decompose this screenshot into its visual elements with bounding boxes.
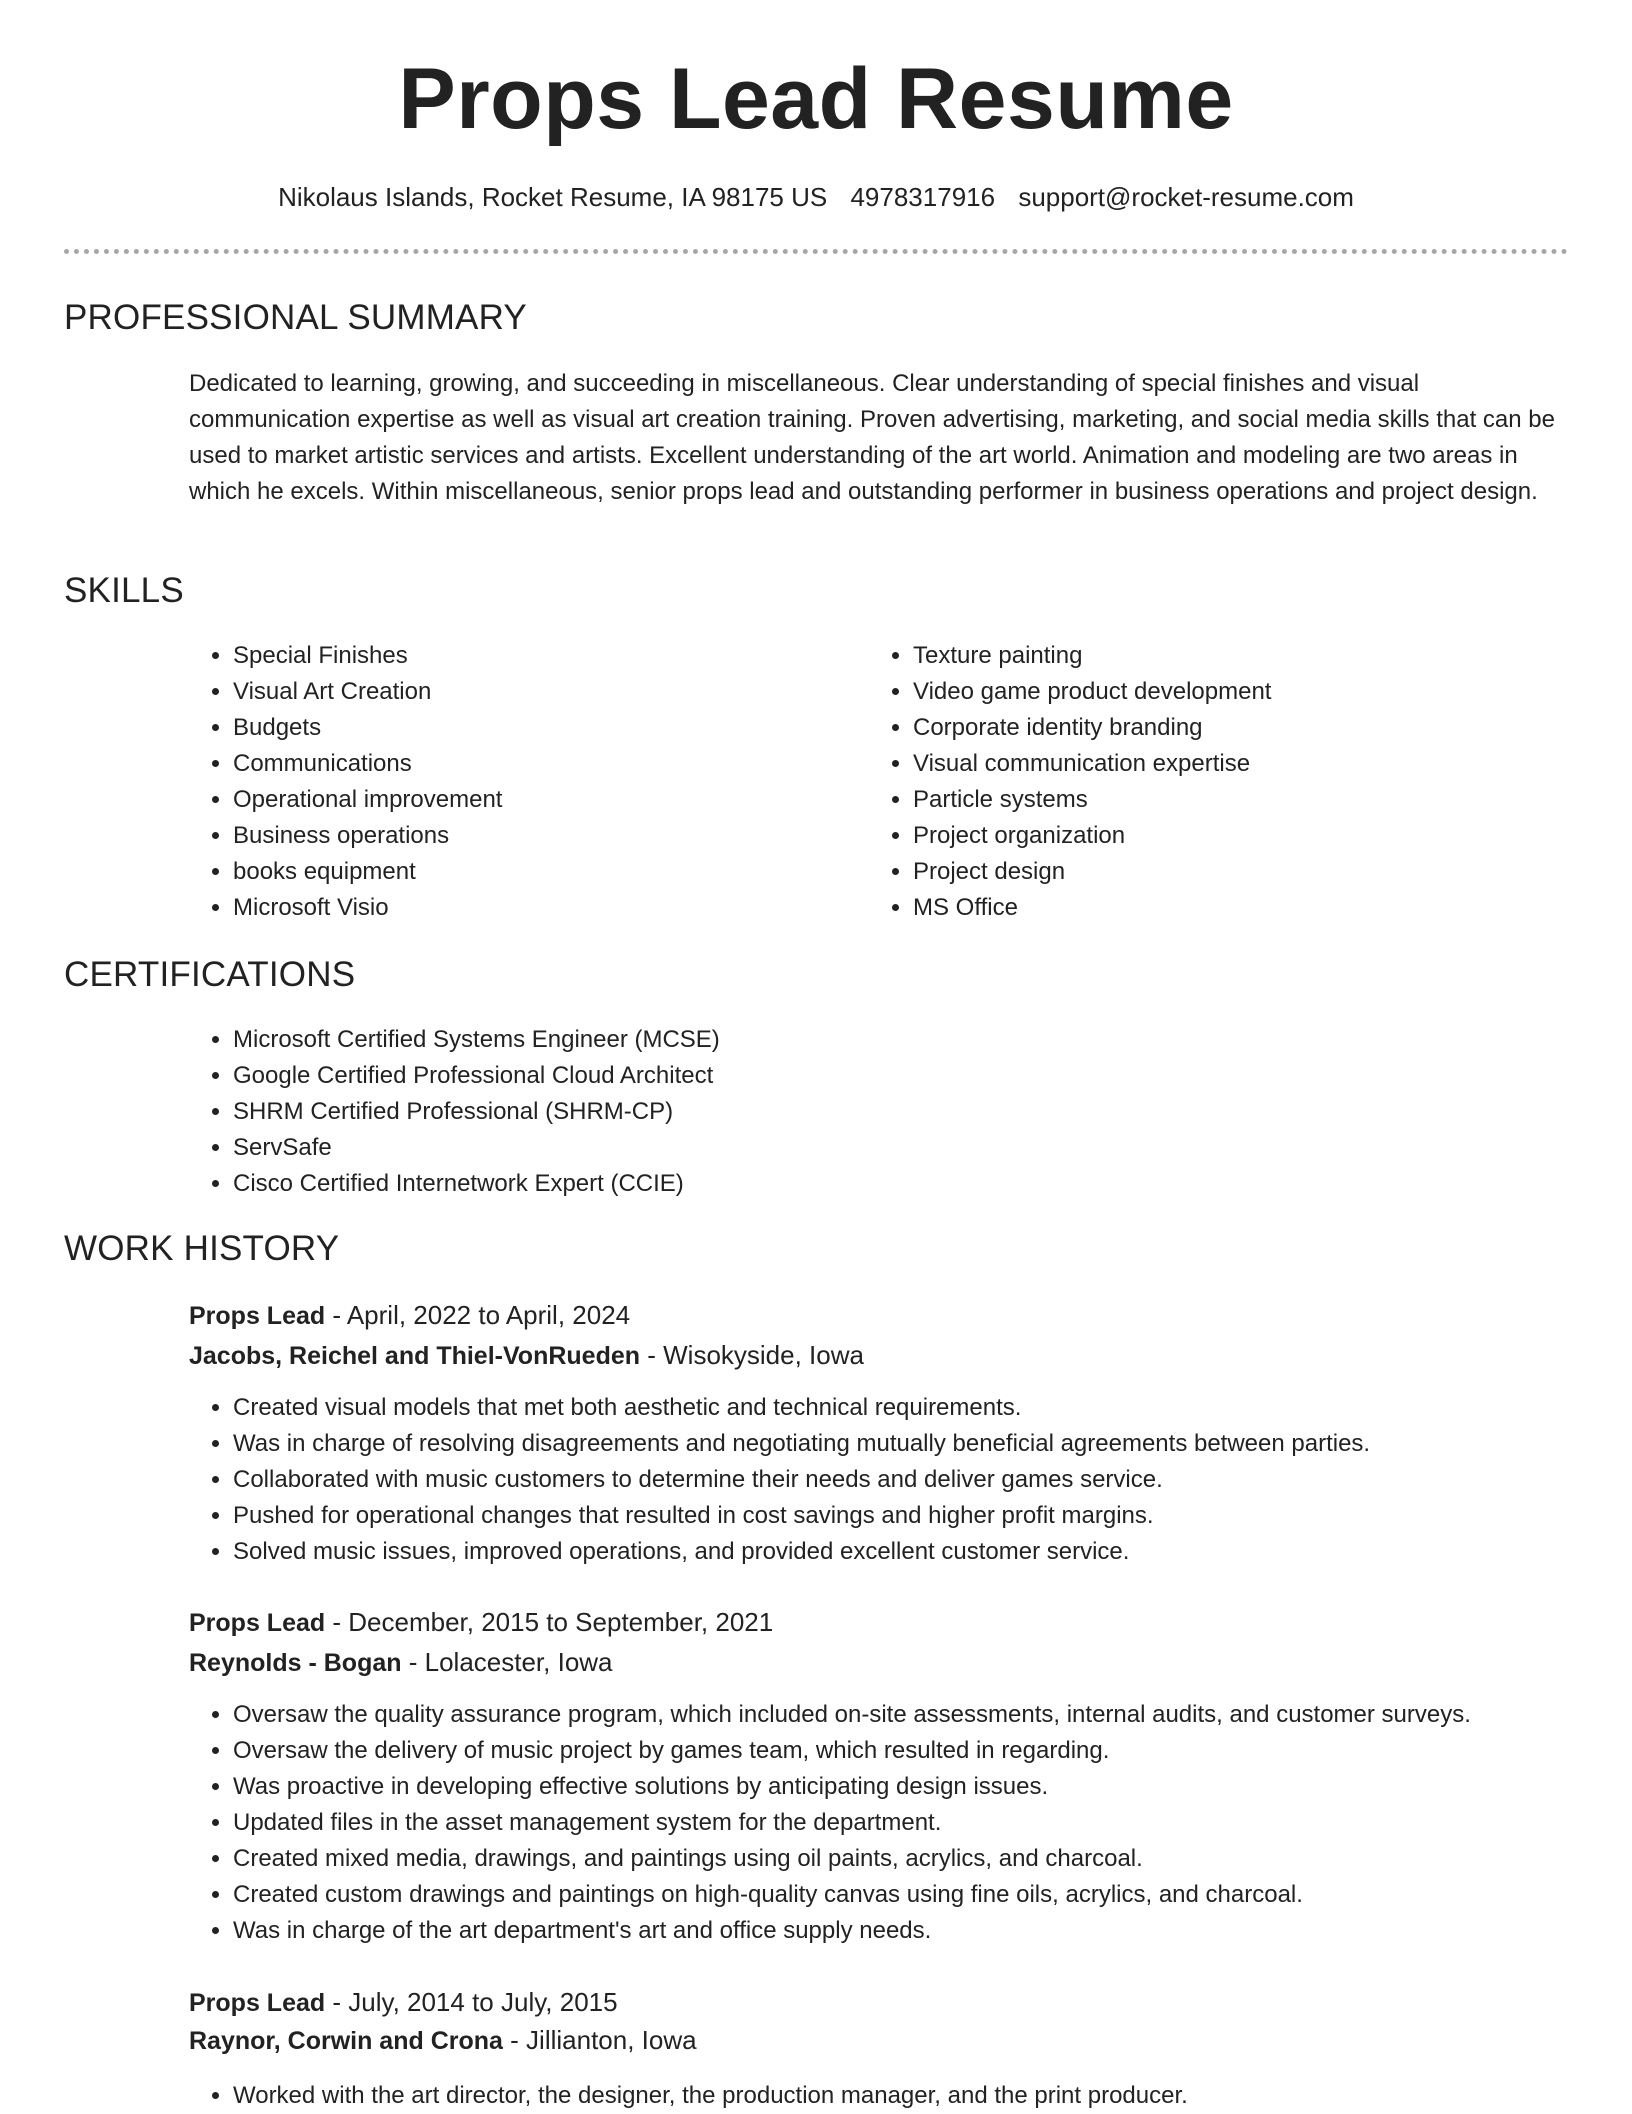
list-item: • Worked with the art director, the designer, the production manager, and the print producer. bbox=[233, 2078, 1613, 2114]
job-title: Props Lead bbox=[189, 1609, 326, 1637]
list-item: • Oversaw the quality assurance program, which included on-site assessments, internal audits, and customer surveys. bbox=[233, 1697, 1632, 1733]
list-item: • Was in charge of resolving disagreements and negotiating mutually beneficial agreements between parties. bbox=[233, 1426, 1613, 1462]
list-item: • Oversaw the delivery of music project by games team, which resulted in regarding. bbox=[233, 1733, 1632, 1769]
job-title: Props Lead bbox=[189, 1989, 326, 2017]
list-item: • Created custom drawings and paintings on high-quality canvas using fine oils, acrylics, and charcoal. bbox=[233, 1877, 1632, 1913]
contact-line bbox=[0, 182, 1632, 213]
job-company-line bbox=[189, 1647, 613, 1678]
skills-list-right bbox=[869, 638, 1563, 926]
list-item: • Communications bbox=[233, 746, 833, 782]
job-location: - Lolacester, Iowa bbox=[401, 1647, 613, 1677]
list-item: • Operational improvement bbox=[233, 782, 833, 818]
list-item: • Budgets bbox=[233, 710, 833, 746]
list-item: • MS Office bbox=[913, 890, 1563, 926]
job-company: Reynolds - Bogan bbox=[189, 1649, 402, 1677]
list-item: • Microsoft Visio bbox=[233, 890, 833, 926]
list-item: • Was in charge of the art department's art and office supply needs. bbox=[233, 1913, 1632, 1949]
list-item: • Visual communication expertise bbox=[913, 746, 1563, 782]
section-heading-skills: SKILLS bbox=[64, 571, 184, 610]
job-location: - Wisokyside, Iowa bbox=[640, 1340, 864, 1370]
job-title-line bbox=[189, 1300, 630, 1331]
list-item: • Particle systems bbox=[913, 782, 1563, 818]
skills-list-left bbox=[189, 638, 833, 926]
list-item: • Created mixed media, drawings, and paintings using oil paints, acrylics, and charcoal. bbox=[233, 1841, 1632, 1877]
section-heading-certifications: CERTIFICATIONS bbox=[64, 955, 356, 994]
certifications-list bbox=[189, 1022, 1133, 1202]
list-item: • Was proactive in developing effective solutions by anticipating design issues. bbox=[233, 1769, 1632, 1805]
job-company: Jacobs, Reichel and Thiel-VonRueden bbox=[189, 1342, 641, 1370]
job-title-line bbox=[189, 1607, 773, 1638]
job-bullets bbox=[189, 2078, 1613, 2114]
page-title: Props Lead Resume bbox=[398, 51, 1234, 147]
summary-text: Dedicated to learning, growing, and succeeding in miscellaneous. Clear understanding of special finishes and visual communication expertise as well as visual art creation training. Proven advertising, marketing, and social media skills that can be used to market artistic services and artists. Excellent understanding of the art world. Animation and modeling are two areas in which he excels. Within miscellaneous, senior props lead and outstanding performer in business operations and project design. bbox=[189, 370, 1555, 505]
section-heading-work-history: WORK HISTORY bbox=[64, 1229, 340, 1268]
list-item: • Collaborated with music customers to determine their needs and deliver games service. bbox=[233, 1462, 1613, 1498]
list-item: • Business operations bbox=[233, 818, 833, 854]
job-bullets bbox=[189, 1697, 1632, 1949]
job-title-line bbox=[189, 1987, 618, 2018]
job-location: - Jillianton, Iowa bbox=[502, 2025, 697, 2055]
job-dates: - December, 2015 to September, 2021 bbox=[325, 1607, 774, 1637]
list-item: • Texture painting bbox=[913, 638, 1563, 674]
contact-phone: 4978317916 bbox=[850, 182, 996, 212]
list-item: • Microsoft Certified Systems Engineer (MCSE) bbox=[233, 1022, 1133, 1058]
job-company-line bbox=[189, 2025, 697, 2056]
list-item: • Solved music issues, improved operations, and provided excellent customer service. bbox=[233, 1534, 1613, 1570]
list-item: • Google Certified Professional Cloud Architect bbox=[233, 1058, 1133, 1094]
job-dates: - April, 2022 to April, 2024 bbox=[325, 1300, 631, 1330]
job-company-line bbox=[189, 1340, 864, 1371]
list-item: • Project organization bbox=[913, 818, 1563, 854]
list-item: • Pushed for operational changes that resulted in cost savings and higher profit margins. bbox=[233, 1498, 1613, 1534]
list-item: • Video game product development bbox=[913, 674, 1563, 710]
list-item: • ServSafe bbox=[233, 1130, 1133, 1166]
list-item: • Visual Art Creation bbox=[233, 674, 833, 710]
job-title: Props Lead bbox=[189, 1302, 326, 1330]
header-divider bbox=[64, 249, 1568, 254]
list-item: • books equipment bbox=[233, 854, 833, 890]
list-item: • Created visual models that met both aesthetic and technical requirements. bbox=[233, 1390, 1613, 1426]
list-item: • Updated files in the asset management system for the department. bbox=[233, 1805, 1632, 1841]
contact-email: support@rocket-resume.com bbox=[1018, 182, 1354, 212]
list-item: • Corporate identity branding bbox=[913, 710, 1563, 746]
list-item: • Cisco Certified Internetwork Expert (CCIE) bbox=[233, 1166, 1133, 1202]
job-bullets bbox=[189, 1390, 1613, 1570]
list-item: • Project design bbox=[913, 854, 1563, 890]
contact-address: Nikolaus Islands, Rocket Resume, IA 98175 US bbox=[278, 182, 828, 212]
section-heading-summary: PROFESSIONAL SUMMARY bbox=[64, 298, 527, 337]
job-dates: - July, 2014 to July, 2015 bbox=[325, 1987, 618, 2017]
job-company: Raynor, Corwin and Crona bbox=[189, 2027, 503, 2055]
list-item: • SHRM Certified Professional (SHRM-CP) bbox=[233, 1094, 1133, 1130]
list-item: • Special Finishes bbox=[233, 638, 833, 674]
